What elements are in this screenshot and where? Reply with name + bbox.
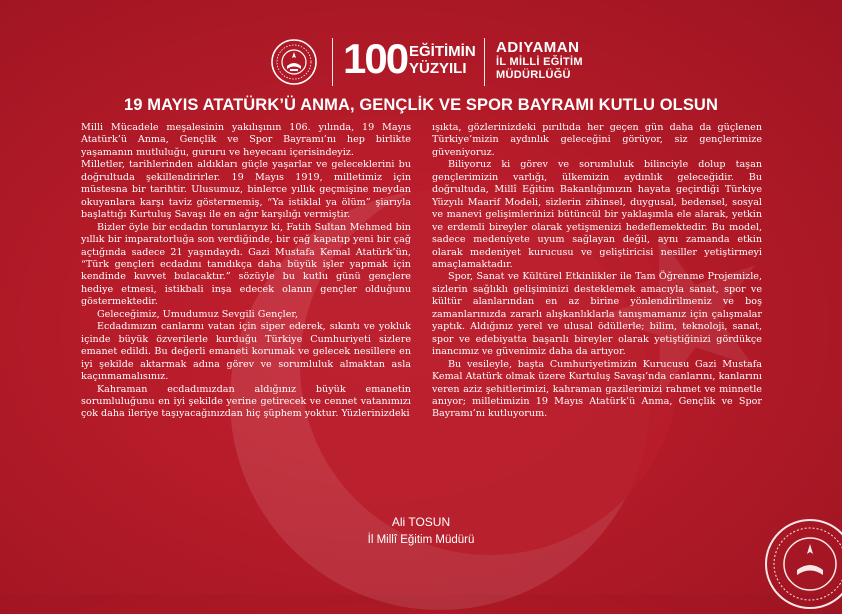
signature-title: İl Millî Eğitim Müdürü	[367, 534, 475, 546]
right-paragraph: ışıkta, gözlerinizdeki pırıltıda her geçen gün daha da güçlenen Türkiye’mizin aydınlık geleceğini görüyor, siz gençlerimize güveniyoruz.	[432, 122, 762, 158]
century-number: 100	[343, 35, 408, 82]
page-title: 19 MAYIS ATATÜRK’Ü ANMA, GENÇLİK VE SPOR BAYRAMI KUTLU OLSUN	[124, 96, 718, 114]
signature-name: Ali TOSUN	[391, 515, 451, 529]
left-paragraph: Milli Mücadele meşalesinin yakılışının 106. yılında, 19 Mayıs Atatürk’ü Anma, Gençlik ve Spor Bayramı’nı hep birlikte yaşamanın mutluluğu, gururu ve heyecanı içerisindeyiz.	[81, 122, 411, 158]
left-paragraph: Kahraman ecdadımızdan aldığınız büyük emanetin sorumluluğunu en iyi şekilde yerine getirecek ve cennet vatanımızı çok daha ileriye taşıyacağınızdan hiç şüphem yoktur. Yüzlerinizdeki	[81, 383, 411, 420]
century-line2: YÜZYILI	[409, 60, 467, 77]
org-line3: MÜDÜRLÜĞÜ	[496, 69, 571, 81]
org-name	[496, 40, 583, 82]
org-line1: ADIYAMAN	[496, 39, 580, 56]
header	[0, 30, 842, 90]
left-column	[81, 122, 411, 421]
right-column	[432, 122, 762, 421]
right-paragraph: Biliyoruz ki görev ve sorumluluk bilinciyle dolup taşan gençlerimizin varlığı, ülkemizin aydınlık geleceğidir. Bu doğrultuda, Millî Eğitim Bakanlığımızın hayata geçirdiği Türkiye Yüzyılı Maarif Modeli, sizlerin zihinsel, duygusal, bedensel, sosyal ve manevi gelişimlerinizi bütüncül bir yaklaşımla ele alarak, yetkin ve erdemli bireyler olarak yetişmenizi hedeflemektedir. Bu model, sadece medeniyete uyum sağlayan değil, aynı zamanda etkin olarak medeniyet kurucusu ve geliştiricisi nesiller yetiştirmeyi amaçlamaktadır.	[432, 159, 762, 270]
header-divider-2	[484, 38, 485, 86]
left-paragraph: Milletler, tarihlerinden aldıkları güçle yaşarlar ve geleceklerini bu doğrultuda şekillendirirler. 19 Mayıs 1919, milletimiz için müstesna bir tarihtir. Ulusumuz, binlerce yıllık geçmişine meydan okuyanlara karşı taviz göstermemiş, “Ya istiklal ya ölüm” şiarıyla başlattığı Kurtuluş Savaşı ile en ağır karşılığı vermiştir.	[81, 159, 411, 221]
left-paragraph: Bizler öyle bir ecdadın torunlarıyız ki, Fatih Sultan Mehmed bin yıllık bir imparatorluğa son verdiğinde, bir çağ kapatıp yeni bir çağ açtığında sadece 21 yaşındaydı. Gazi Mustafa Kemal Atatürk’ün, “Türk gençleri ecdadını tanıdıkça daha büyük işler yapmak için kendinde kuvvet bulacaktır.” sözüyle bu kutlu günü gençlere hediye etmesi, istikbali inşa edecek olanın gençler olduğunu göstermektedir.	[81, 221, 411, 308]
left-paragraph: Geleceğimiz, Umudumuz Sevgili Gençler,	[97, 308, 299, 320]
meb-emblem-icon	[270, 38, 318, 86]
org-line2: İL MİLLİ EĞİTİM	[496, 56, 583, 68]
right-paragraph: Spor, Sanat ve Kültürel Etkinlikler ile Tam Öğrenme Projemizle, sizlerin sağlıklı gelişiminizi desteklemek amacıyla sanat, spor ve kültür alanlarından en az birine yönlendirilmeniz ve boş zamanlarınızda zararlı alışkanlıklarla tanışmamanız için çalışmalar yaptık. Aldığınız yerel ve ulusal ödüllerle; bilim, teknoloji, sanat, spor ve edebiyatta başarılı bireyler olarak yetiştiğinizi gördükçe inancımız ve güvenimiz daha da artıyor.	[432, 271, 762, 358]
header-divider-1	[332, 38, 333, 86]
meb-seal-icon	[764, 518, 842, 610]
right-paragraph: Bu vesileyle, başta Cumhuriyetimizin Kurucusu Gazi Mustafa Kemal Atatürk olmak üzere Kurtuluş Savaşı’nda canlarını, kanlarını veren aziz şehitlerimizi, kahraman gazilerimizi rahmet ve minnetle anıyor; milletimizin 19 Mayıs Atatürk’ü Anma, Gençlik ve Spor Bayramı’nı kutluyorum.	[432, 358, 762, 420]
left-paragraph: Ecdadımızın canlarını vatan için siper ederek, sıkıntı ve yokluk içinde büyük özverilerle kurduğu Türkiye Cumhuriyeti sizlere emanet edildi. Bu değerli emaneti korumak ve gelecek nesillere en iyi şekilde aktarmak adına görev ve sorumluluk almaktan asla kaçınmamalısınız.	[81, 321, 411, 383]
century-line1: EĞİTİMİN	[409, 43, 476, 60]
